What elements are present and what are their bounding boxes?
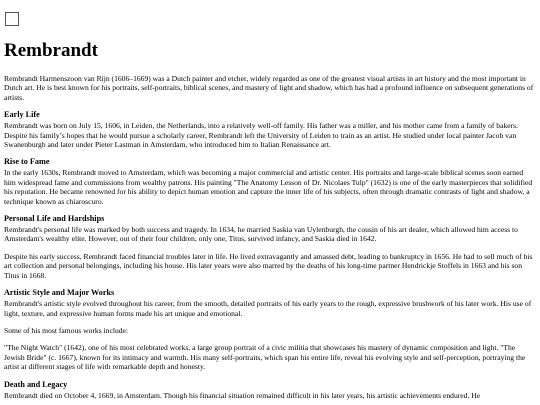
section-paragraph: Some of his most famous works include: [4,325,129,335]
page-title: Rembrandt [4,40,98,61]
section-paragraph: Rembrandt died on October 4, 1669, in Amsterdam. Though his financial situation remained difficult in his later years, his artistic achievements endured. He [4,390,481,400]
section-heading-personal-life: Personal Life and Hardships [4,214,105,224]
section-paragraph: Rembrandt was born on July 15, 1606, in Leiden, the Netherlands, into a relatively well-off family. His father was a miller, and his mother came from a family of bakers. Despite his family’s hopes that he would pursue a scholarly career, Rembrandt left the University of Leiden to train as an artist. He studied under local painter Jacob van Swanenburgh and later under Pieter Lastman in Amsterdam, who introduced him to Italian Renaissance art. [4,121,519,150]
section-heading-rise-to-fame: Rise to Fame [4,157,50,167]
section-heading-artistic-style: Artistic Style and Major Works [4,288,115,298]
intro-paragraph: Rembrandt Harmenszoon van Rijn (1606–1669) was a Dutch painter and etcher, widely regarded as one of the greatest visual artists in art history and the most important in Dutch art. He is best known for his portraits, self-portraits, biblical scenes, and mastery of light and shadow, which has had a profound influence on subsequent generations of artists. [4,74,534,102]
section-paragraph: Rembrandt's personal life was marked by both success and tragedy. In 1634, he married Saskia van Uylenburgh, the cousin of his art dealer, which allowed him access to Amsterdam's wealthy elite. However, out of their four children, only one, Titus, survived infancy, and Saskia died in 1642. [4,225,518,244]
broken-image-icon [5,12,19,26]
section-paragraph: "The Night Watch" (1642), one of his most celebrated works, a large group portrait of a civic militia that showcases his mastery of dynamic composition and light. "The Jewish Bride" (c. 1667), known for its intimacy and warmth. His many self-portraits, which span his entire life, reveal his evolving style and self-perception, portraying the artist at different stages of life with remarkable depth and honesty. [4,343,526,372]
section-heading-early-life: Early Life [4,110,40,120]
section-heading-death-and-legacy: Death and Legacy [4,379,68,389]
section-paragraph: In the early 1630s, Rembrandt moved to Amsterdam, which was becoming a major commercial and artistic center. His portraits and large-scale biblical scenes soon earned him widespread fame and commissions from wealthy patrons. His painting "The Anatomy Lesson of Dr. Nicolaes Tulp" (1632) is one of the early masterpieces that solidified his reputation. He became renowned for his ability to depict human emotion and capture the inner life of his subjects, often through dramatic contrasts of light and shadow, a technique known as chiaroscuro. [4,168,533,206]
section-paragraph: Despite his early success, Rembrandt faced financial troubles later in life. He lived extravagantly and amassed debt, leading to bankruptcy in 1656. He had to sell much of his art collection and personal belongings, including his house. His later years were also marred by the deaths of his long-time partner Hendrickje Stoffels in 1663 and his son Titus in 1668. [4,251,533,280]
section-paragraph: Rembrandt's artistic style evolved throughout his career, from the smooth, detailed portraits of his early years to the rough, expressive brushwork of his later work. His use of light, texture, and expressive human forms made his art unique and emotional. [4,299,532,318]
